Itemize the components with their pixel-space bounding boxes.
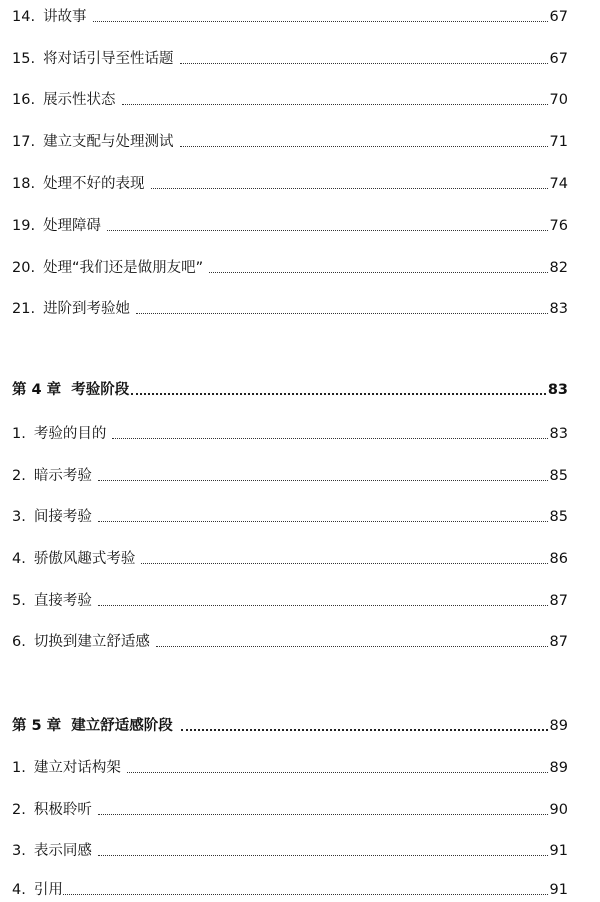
toc-entry-number: 20. — [12, 260, 36, 276]
chapter-heading — [12, 375, 568, 399]
toc-entry-page: 85 — [549, 468, 568, 484]
toc-entry-page: 87 — [549, 593, 568, 609]
toc-entry — [12, 875, 568, 899]
toc-entry-page: 87 — [549, 634, 568, 650]
toc-entry — [12, 753, 568, 777]
toc-entry-title: 间接考验 — [33, 509, 92, 525]
dot-leader — [98, 592, 548, 610]
toc-entry-title: 直接考验 — [33, 593, 92, 609]
toc-entry — [12, 85, 568, 109]
dot-leader — [141, 550, 547, 568]
toc-entry-number: 3. — [12, 843, 26, 859]
toc-entry-page: 91 — [549, 882, 568, 898]
toc-entry-title: 建立对话构架 — [33, 760, 121, 776]
chapter-title: 第 4 章 考验阶段 — [12, 382, 130, 398]
toc-entry-number: 21. — [12, 301, 36, 317]
dot-leader — [156, 633, 548, 651]
toc-entry-number: 16. — [12, 92, 36, 108]
toc-entry — [12, 461, 568, 485]
toc-entry-title: 处理障碍 — [43, 218, 102, 234]
toc-entry — [12, 627, 568, 651]
toc-entry-page: 91 — [549, 843, 568, 859]
toc-entry-title: 处理不好的表现 — [43, 176, 145, 192]
dot-leader — [98, 467, 548, 485]
dot-leader — [122, 91, 548, 109]
toc-entry-title: 展示性状态 — [43, 92, 116, 108]
toc-entry-number: 15. — [12, 51, 36, 67]
toc-entry — [12, 836, 568, 860]
dot-leader — [98, 508, 548, 526]
dot-leader — [131, 381, 546, 399]
toc-entry-number: 3. — [12, 509, 26, 525]
toc-entry — [12, 127, 568, 151]
toc-entry — [12, 253, 568, 277]
dot-leader — [209, 259, 547, 277]
dot-leader — [63, 881, 548, 899]
toc-entry-title: 讲故事 — [43, 9, 87, 25]
toc-entry-title: 表示同感 — [33, 843, 92, 859]
toc-entry-title: 考验的目的 — [33, 426, 107, 442]
toc-entry-number: 19. — [12, 218, 36, 234]
toc-entry — [12, 2, 568, 26]
toc-entry-page: 67 — [549, 51, 568, 67]
toc-entry-number: 1. — [12, 426, 26, 442]
toc-entry-number: 6. — [12, 634, 26, 650]
dot-leader — [180, 50, 548, 68]
toc-entry-title: 骄傲风趣式考验 — [33, 551, 136, 567]
dot-leader — [127, 759, 548, 777]
toc-entry — [12, 419, 568, 443]
toc-entry — [12, 44, 568, 68]
toc-entry-page: 89 — [549, 760, 568, 776]
toc-entry-page: 83 — [549, 426, 568, 442]
toc-entry — [12, 502, 568, 526]
toc-entry-number: 2. — [12, 468, 26, 484]
toc-entry — [12, 544, 568, 568]
toc-entry-number: 17. — [12, 134, 36, 150]
chapter-page: 83 — [547, 382, 568, 398]
toc-entry-title: 积极聆听 — [33, 802, 92, 818]
toc-entry-title: 进阶到考验她 — [43, 301, 131, 317]
toc-entry-page: 82 — [549, 260, 568, 276]
toc-entry-title: 暗示考验 — [33, 468, 92, 484]
toc-entry-number: 4. — [12, 551, 26, 567]
toc-entry-title: 处理“我们还是做朋友吧” — [43, 260, 204, 276]
toc-entry-title: 建立支配与处理测试 — [43, 134, 174, 150]
toc-entry — [12, 211, 568, 235]
toc-entry-number: 1. — [12, 760, 26, 776]
dot-leader — [180, 133, 548, 151]
toc-entry-page: 83 — [549, 301, 568, 317]
dot-leader — [112, 425, 547, 443]
dot-leader — [93, 8, 548, 26]
dot-leader — [98, 842, 548, 860]
chapter-page: 89 — [549, 718, 568, 734]
dot-leader — [107, 217, 547, 235]
dot-leader — [136, 300, 547, 318]
toc-entry — [12, 795, 568, 819]
toc-entry — [12, 294, 568, 318]
toc-entry-page: 67 — [549, 9, 568, 25]
toc-entry-page: 85 — [549, 509, 568, 525]
toc-entry-title: 切换到建立舒适感 — [33, 634, 150, 650]
dot-leader — [98, 801, 548, 819]
toc-entry-number: 4. — [12, 882, 26, 898]
toc-entry — [12, 586, 568, 610]
toc-entry-title: 引用 — [33, 882, 63, 898]
toc-entry-number: 18. — [12, 176, 36, 192]
toc-entry-page: 74 — [549, 176, 568, 192]
toc-entry — [12, 169, 568, 193]
chapter-title: 第 5 章 建立舒适感阶段 — [12, 718, 173, 734]
toc-entry-page: 90 — [549, 802, 568, 818]
toc-entry-title: 将对话引导至性话题 — [43, 51, 174, 67]
toc-entry-page: 86 — [549, 551, 568, 567]
toc-entry-number: 2. — [12, 802, 26, 818]
dot-leader — [181, 717, 548, 735]
chapter-heading — [12, 711, 568, 735]
toc-entry-number: 14. — [12, 9, 36, 25]
toc-entry-page: 76 — [549, 218, 568, 234]
toc-entry-number: 5. — [12, 593, 26, 609]
dot-leader — [151, 175, 548, 193]
toc-entry-page: 70 — [549, 92, 568, 108]
toc-entry-page: 71 — [549, 134, 568, 150]
